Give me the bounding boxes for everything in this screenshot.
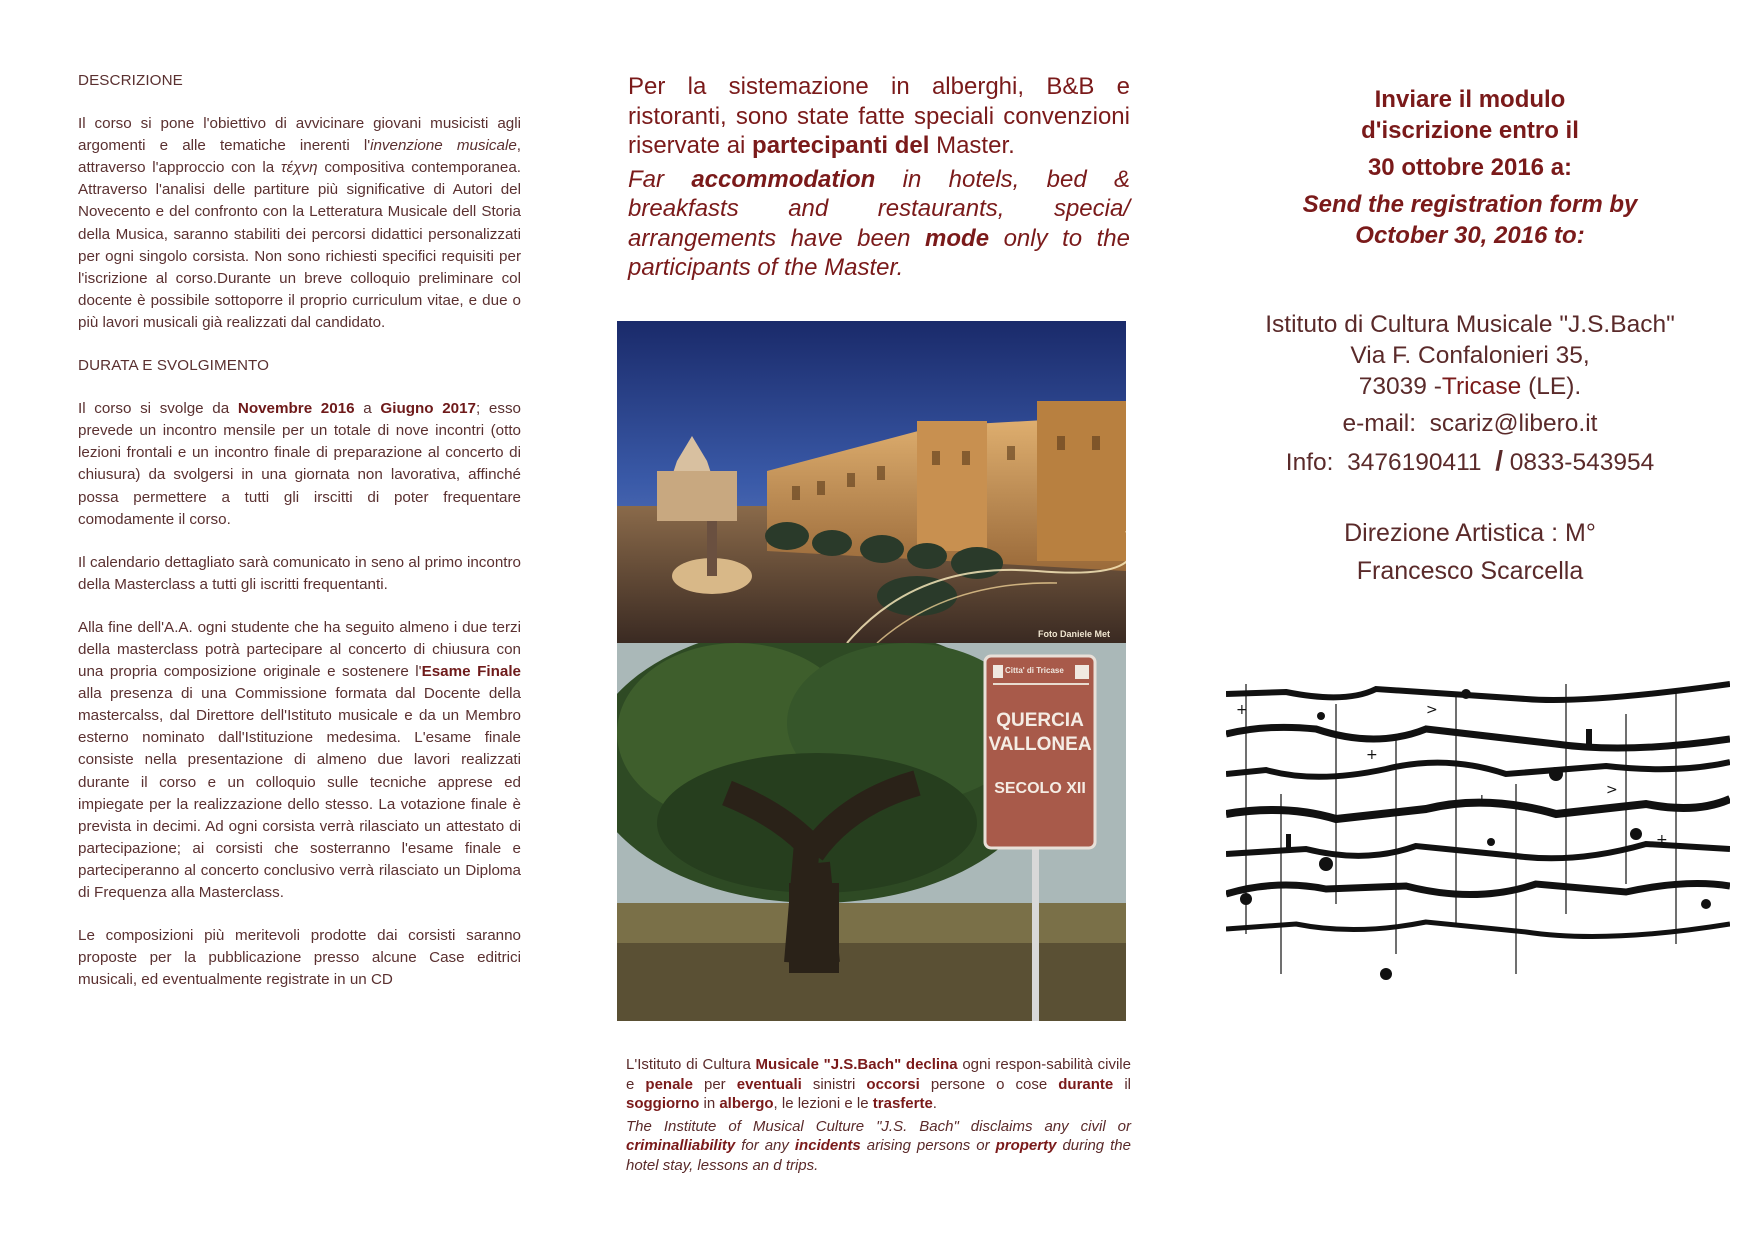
deadline-it-line1: Inviare il modulo bbox=[1374, 86, 1566, 113]
email-line: e-mail: scariz@libero.it bbox=[1342, 410, 1598, 437]
phone-1[interactable]: 3476190411 bbox=[1347, 449, 1482, 476]
svg-text:+: + bbox=[1236, 702, 1248, 718]
deadline-it-line2: d'iscrizione entro il bbox=[1361, 117, 1579, 144]
right-column bbox=[1228, 84, 1712, 590]
tricase-square-photo bbox=[617, 321, 1126, 643]
disclaimer bbox=[626, 1055, 1131, 1175]
svg-text:+: + bbox=[1656, 832, 1668, 848]
phone-2[interactable]: 0833-543954 bbox=[1509, 449, 1655, 476]
accommodation-italian: Per la sistemazione in alberghi, B&B e ristoranti, sono state fatte speciali convenzioni riservate ai partecipanti del Master. bbox=[628, 73, 1130, 159]
left-column bbox=[78, 70, 521, 1012]
durata-paragraph: Il corso si svolge da Novembre 2016 a Giugno 2017; esso prevede un incontro mensile per un totale di nove incontri (otto lezioni frontali e un incontro finale di preparazione al concerto di chiusura) da svolgersi in una giornata non lavorativa, affinché possa permettere a tutti gli irscitti di poter frequentare comodamente il corso. bbox=[78, 400, 521, 528]
graphic-score-illustration bbox=[1226, 674, 1730, 984]
address-block bbox=[1228, 309, 1712, 478]
deadline-en-line2: October 30, 2016 to: bbox=[1355, 222, 1585, 249]
city-address: 73039 -Tricase (LE). bbox=[1358, 373, 1582, 400]
disclaimer-italian: L'Istituto di Cultura Musicale "J.S.Bach" declina ogni respon-sabilità civile e penale per eventuali sinistri occorsi persone o cose durante il soggiorno in albergo, le lezioni e le trasferte. bbox=[626, 1056, 1131, 1112]
tricase-square-illustration bbox=[617, 321, 1126, 643]
deadline-en-line1: Send the registration form by bbox=[1302, 191, 1638, 218]
heading-descrizione: DESCRIZIONE bbox=[78, 72, 183, 89]
direzione-label: Direzione Artistica : M° bbox=[1344, 519, 1596, 547]
sign-line-3: SECOLO XII bbox=[994, 780, 1086, 797]
sign-line-2: VALLONEA bbox=[988, 734, 1092, 755]
accommodation-block bbox=[628, 72, 1130, 283]
info-line: Info: 3476190411 / 0833-543954 bbox=[1285, 445, 1655, 476]
svg-text:>: > bbox=[1426, 702, 1438, 718]
deadline-date: 30 ottobre 2016 a: bbox=[1367, 154, 1573, 181]
institute-name: Istituto di Cultura Musicale "J.S.Bach" bbox=[1265, 311, 1675, 338]
calendario-paragraph: Il calendario dettagliato sarà comunicato in seno al primo incontro della Masterclass a tutti gli iscritti frequentanti. bbox=[78, 553, 521, 593]
sign-line-1: QUERCIA bbox=[996, 710, 1084, 731]
street-address: Via F. Confalonieri 35, bbox=[1350, 342, 1590, 369]
oak-tree-illustration bbox=[617, 643, 1126, 1021]
descrizione-paragraph: Il corso si pone l'obiettivo di avvicinare giovani musicisti agli argomenti e alle tematiche inerenti l'invenzione musicale, attraverso l'approccio con la τέχνη compositiva contemporanea. Attraverso l'analisi delle partiture più significative di Autori del Novecento e del confronto con la Letteratura Musicale dell Storia della Musica, saranno stabiliti dei percorsi didattici personalizzati per ogni singolo corsista. Non sono richiesti specifici requisiti per l'iscrizione al corso.Durante un breve colloquio preliminare col docente è possibile sottoporre il proprio curriculum vitae, e due o più lavori musicali già realizzati dal candidato. bbox=[78, 115, 521, 331]
svg-text:>: > bbox=[1606, 782, 1618, 798]
sign-text bbox=[985, 709, 1095, 799]
svg-text:+: + bbox=[1366, 747, 1378, 763]
composizioni-paragraph: Le composizioni più meritevoli prodotte dai corsisti saranno proposte per la pubblicazione presso alcune Case editrici musicali, ed eventualmente registrate in un CD bbox=[78, 927, 521, 989]
disclaimer-english: The Institute of Musical Culture "J.S. Bach" disclaims any civil or criminalliability for any incidents arising persons or property during the hotel stay, lessons an d trips. bbox=[626, 1117, 1131, 1174]
quercia-vallonea-photo bbox=[617, 643, 1126, 1021]
sign-city: Citta' di Tricase bbox=[1005, 666, 1064, 675]
deadline-italian bbox=[1228, 84, 1712, 183]
heading-durata: DURATA E SVOLGIMENTO bbox=[78, 357, 270, 375]
esame-paragraph: Alla fine dell'A.A. ogni studente che ha seguito almeno i due terzi della masterclass potrà partecipare al concerto di chiusura con una propria composizione originale e sostenere l'Esame Finale alla presenza di una Commissione formata dal Docente della mastercalss, dal Direttore dell'Istituto musicale e da un Membro esterno nominato dall'Istituzione medesima. L'esame finale consiste nella presentazione di almeno due lavori realizzati durante il corso e un colloquio sulle tecniche apprese ed impiegate per la realizzazione dello stesso. La votazione finale è prevista in decimi. Ad ogni corsista verrà rilasciato un attestato di partecipazione; ai corsisti che sosterranno l'esame finale e parteciperanno al concerto conclusivo verrà rilasciato un Diploma di Frequenza alla Masterclass. bbox=[78, 618, 521, 901]
email-link[interactable]: scariz@libero.it bbox=[1429, 410, 1598, 437]
deadline-english bbox=[1228, 189, 1712, 251]
director-name: Francesco Scarcella bbox=[1356, 557, 1584, 585]
accommodation-english: Far accommodation in hotels, bed & breakfasts and restaurants, specia/ arrangements have been mode only to the participants of the Master. bbox=[628, 165, 1130, 281]
photo-credit: Foto Daniele Met bbox=[1037, 629, 1110, 639]
direction-block bbox=[1228, 514, 1712, 590]
svg-text:+: + bbox=[1476, 792, 1488, 808]
